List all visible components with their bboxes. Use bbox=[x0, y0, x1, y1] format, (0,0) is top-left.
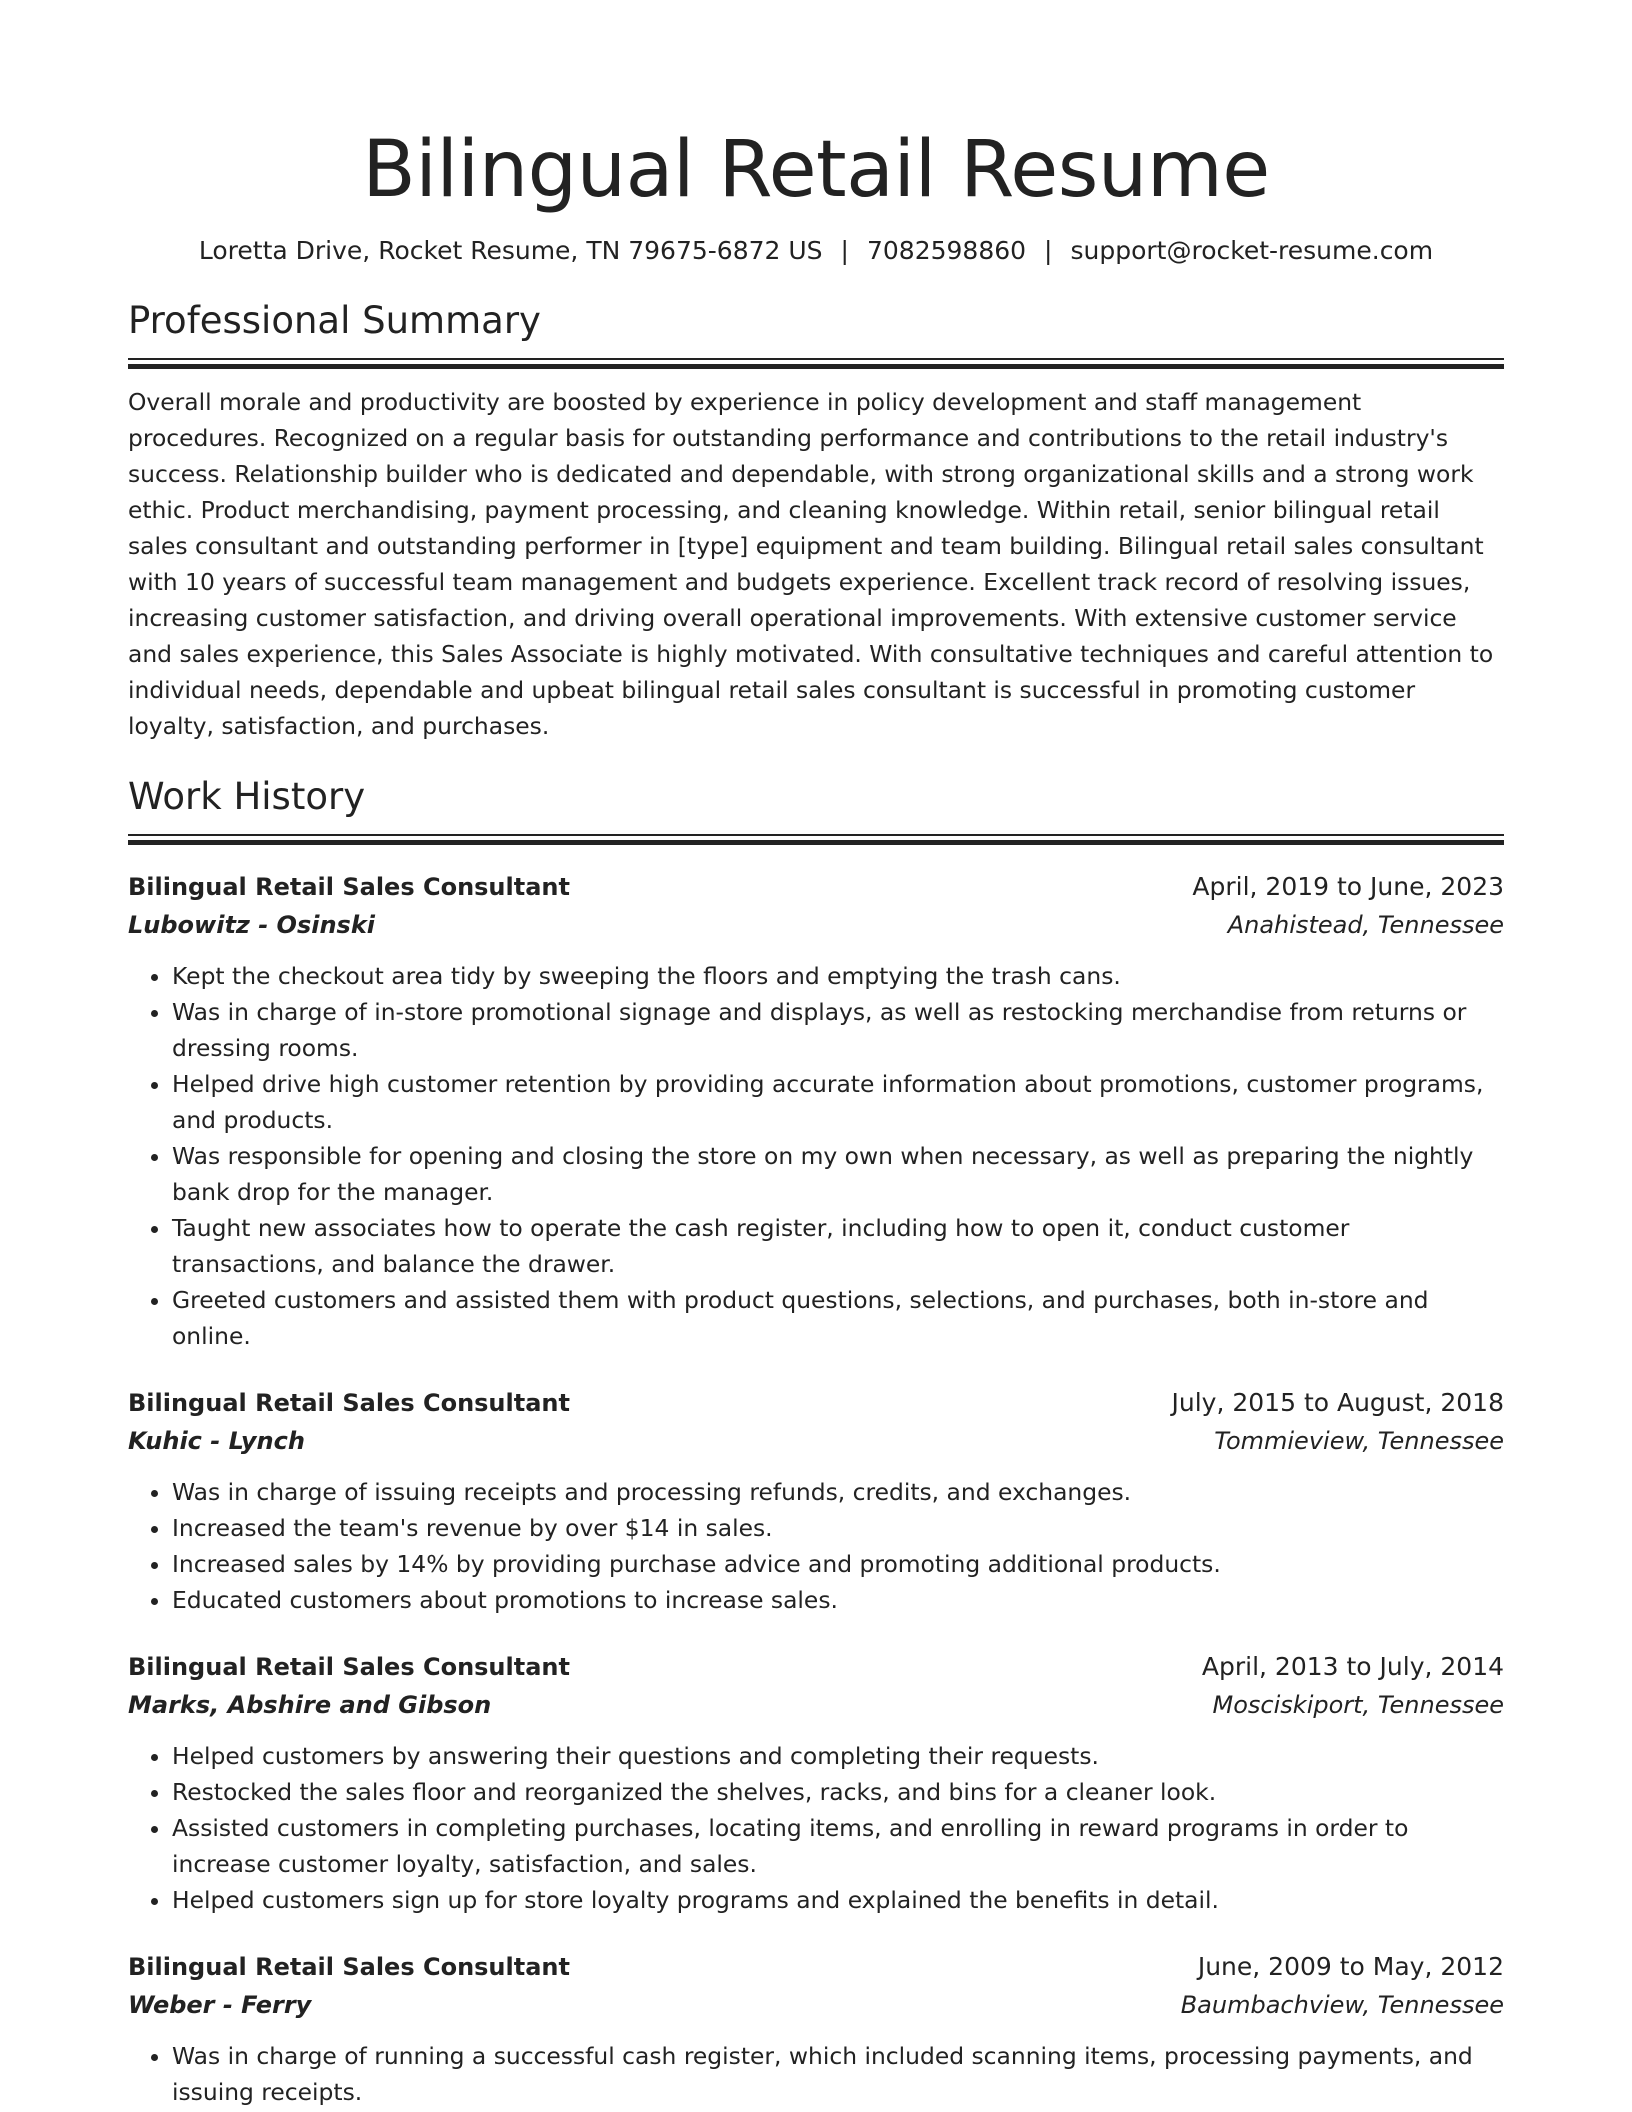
job-entry bbox=[128, 1648, 1504, 1918]
job-bullet: • Greeted customers and assisted them with product questions, selections, and purchases, both in-store and online. bbox=[172, 1282, 1504, 1354]
professional-summary-section bbox=[128, 296, 1504, 744]
job-company: Kuhic - Lynch bbox=[128, 1427, 305, 1455]
contact-separator: | bbox=[1044, 236, 1053, 265]
job-location: Tommieview, Tennessee bbox=[1214, 1427, 1504, 1455]
job-bullet: • Restocked the sales floor and reorganized the shelves, racks, and bins for a cleaner look. bbox=[172, 1774, 1504, 1810]
work-history-section bbox=[128, 772, 1504, 2110]
job-title: Bilingual Retail Sales Consultant bbox=[128, 1653, 570, 1681]
job-bullet: • Was in charge of running a successful cash register, which included scanning items, processing payments, and issuing receipts. bbox=[172, 2038, 1504, 2110]
job-entry bbox=[128, 1384, 1504, 1618]
job-header-row bbox=[128, 1948, 1504, 1986]
section-divider bbox=[128, 834, 1504, 848]
job-entry bbox=[128, 1948, 1504, 2110]
job-dates: June, 2009 to May, 2012 bbox=[1197, 1952, 1504, 1981]
job-bullet-list bbox=[128, 1738, 1504, 1918]
job-bullet: • Assisted customers in completing purchases, locating items, and enrolling in reward programs in order to increase customer loyalty, satisfaction, and sales. bbox=[172, 1810, 1504, 1882]
job-company: Lubowitz - Osinski bbox=[128, 911, 376, 939]
resume-title: Bilingual Retail Resume bbox=[362, 125, 1270, 215]
contact-separator: | bbox=[840, 236, 849, 265]
job-company-row bbox=[128, 1422, 1504, 1460]
job-header-row bbox=[128, 1384, 1504, 1422]
summary-paragraph: Overall morale and productivity are boosted by experience in policy development and staff management procedures. Recognized on a regular basis for outstanding performance and contributions to the retail industry's success. Relationship builder who is dedicated and dependable, with strong organizational skills and a strong work ethic. Product merchandising, payment processing, and cleaning knowledge. Within retail, senior bilingual retail sales consultant and outstanding performer in [type] equipment and team building. Bilingual retail sales consultant with 10 years of successful team management and budgets experience. Excellent track record of resolving issues, increasing customer satisfaction, and driving overall operational improvements. With extensive customer service and sales experience, this Sales Associate is highly motivated. With consultative techniques and careful attention to individual needs, dependable and upbeat bilingual retail sales consultant is successful in promoting customer loyalty, satisfaction, and purchases. bbox=[128, 388, 1494, 740]
job-header-row bbox=[128, 868, 1504, 906]
job-company-row bbox=[128, 1686, 1504, 1724]
job-bullet-list bbox=[128, 2038, 1504, 2110]
job-bullet: • Educated customers about promotions to increase sales. bbox=[172, 1582, 1504, 1618]
job-bullet: • Kept the checkout area tidy by sweeping the floors and emptying the trash cans. bbox=[172, 958, 1504, 994]
job-location: Anahistead, Tennessee bbox=[1227, 911, 1504, 939]
job-bullet: • Taught new associates how to operate the cash register, including how to open it, conduct customer transactions, and balance the drawer. bbox=[172, 1210, 1504, 1282]
job-bullet: • Was in charge of issuing receipts and processing refunds, credits, and exchanges. bbox=[172, 1474, 1504, 1510]
contact-line bbox=[128, 234, 1504, 268]
job-title: Bilingual Retail Sales Consultant bbox=[128, 1953, 570, 1981]
contact-phone: 7082598860 bbox=[866, 236, 1027, 265]
job-bullet: • Helped customers sign up for store loyalty programs and explained the benefits in detail. bbox=[172, 1882, 1504, 1918]
job-dates: July, 2015 to August, 2018 bbox=[1171, 1388, 1504, 1417]
contact-email: support@rocket-resume.com bbox=[1070, 236, 1434, 265]
job-company-row bbox=[128, 1986, 1504, 2024]
job-dates: April, 2019 to June, 2023 bbox=[1192, 872, 1504, 901]
section-divider bbox=[128, 358, 1504, 372]
job-bullet: • Increased sales by 14% by providing purchase advice and promoting additional products. bbox=[172, 1546, 1504, 1582]
job-bullet: • Helped drive high customer retention by providing accurate information about promotions, customer programs, and products. bbox=[172, 1066, 1504, 1138]
job-bullet: • Was in charge of in-store promotional signage and displays, as well as restocking merchandise from returns or dressing rooms. bbox=[172, 994, 1504, 1066]
job-company-row bbox=[128, 906, 1504, 944]
job-title: Bilingual Retail Sales Consultant bbox=[128, 873, 570, 901]
job-location: Baumbachview, Tennessee bbox=[1180, 1991, 1504, 2019]
job-title: Bilingual Retail Sales Consultant bbox=[128, 1389, 570, 1417]
section-heading-work-history: Work History bbox=[128, 775, 366, 818]
job-bullet: • Increased the team's revenue by over $14 in sales. bbox=[172, 1510, 1504, 1546]
section-heading-summary: Professional Summary bbox=[128, 299, 541, 342]
job-company: Marks, Abshire and Gibson bbox=[128, 1691, 492, 1719]
job-dates: April, 2013 to July, 2014 bbox=[1201, 1652, 1504, 1681]
job-bullet-list bbox=[128, 958, 1504, 1354]
job-location: Mosciskiport, Tennessee bbox=[1212, 1691, 1504, 1719]
job-bullet-list bbox=[128, 1474, 1504, 1618]
job-bullet: • Was responsible for opening and closing the store on my own when necessary, as well as preparing the nightly bank drop for the manager. bbox=[172, 1138, 1504, 1210]
contact-address: Loretta Drive, Rocket Resume, TN 79675-6872 US bbox=[198, 236, 823, 265]
job-header-row bbox=[128, 1648, 1504, 1686]
job-entry bbox=[128, 868, 1504, 1354]
job-company: Weber - Ferry bbox=[128, 1991, 312, 2019]
job-bullet: • Helped customers by answering their questions and completing their requests. bbox=[172, 1738, 1504, 1774]
